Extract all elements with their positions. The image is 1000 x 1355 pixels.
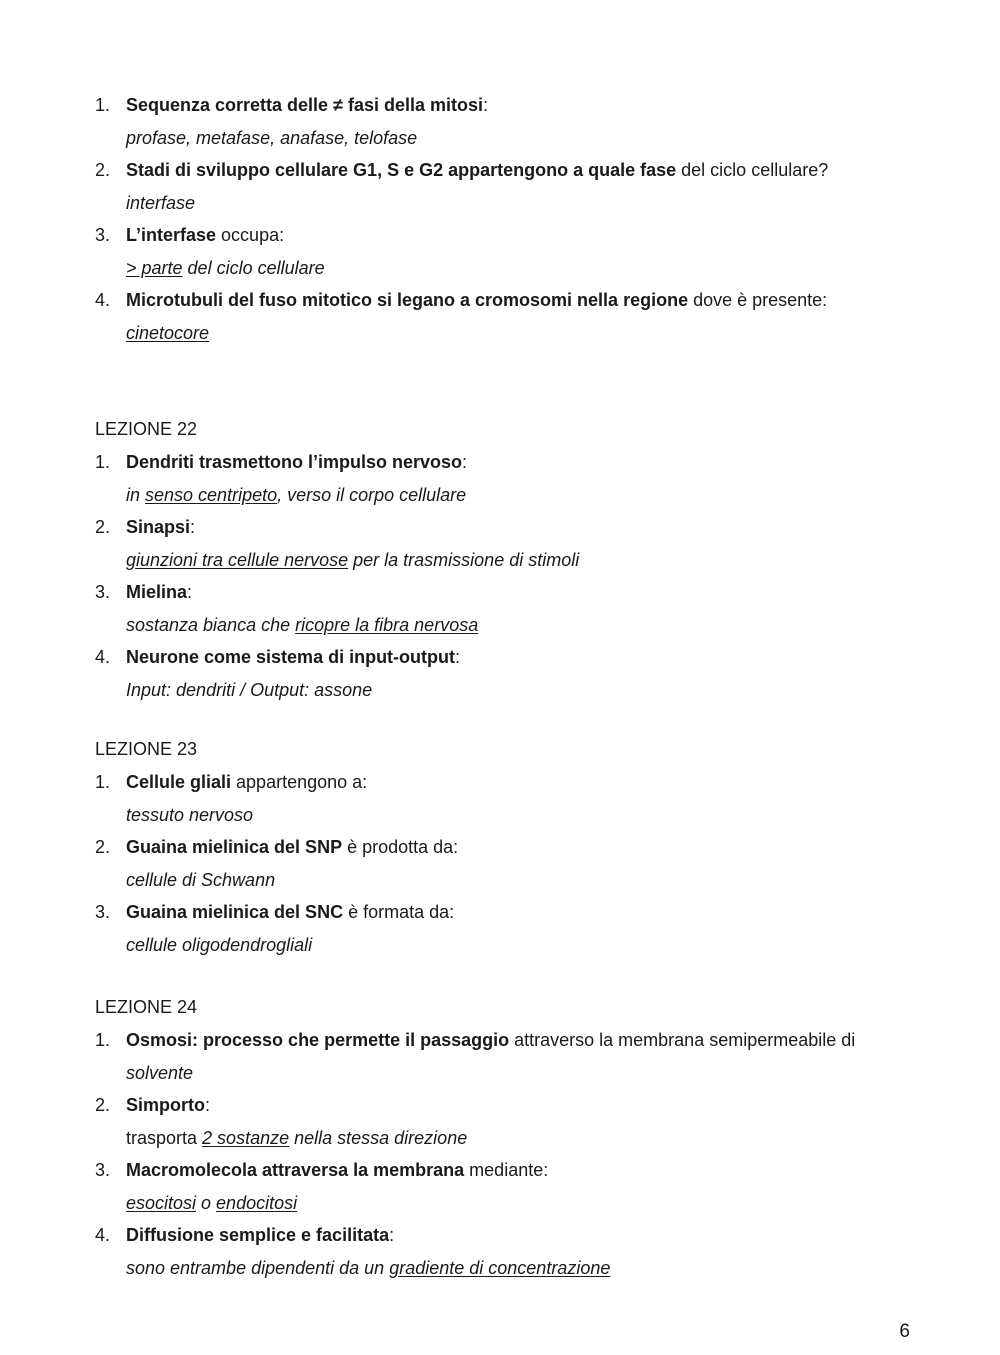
text-run: dove è presente:: [688, 290, 828, 310]
text-run: per la trasmissione di stimoli: [348, 549, 580, 570]
text-run: profase, metafase, anafase, telofase: [126, 127, 418, 148]
list-item: [95, 284, 915, 349]
text-run: solvente: [126, 1062, 194, 1083]
item-list: [95, 89, 915, 349]
text-run: :: [483, 95, 489, 115]
list-item: [95, 1154, 915, 1219]
question: [95, 154, 915, 187]
underlined-text: cinetocore: [126, 322, 210, 343]
bold-text: Stadi di sviluppo cellulare G1, S e G2 appartengono a quale fase: [126, 160, 677, 180]
text-run: o: [196, 1192, 217, 1213]
bold-text: Simporto: [126, 1095, 205, 1115]
text-run: attraverso la membrana semipermeabile di: [509, 1030, 856, 1050]
text-run: è prodotta da:: [342, 837, 459, 857]
question: [95, 896, 915, 929]
text-run: :: [190, 517, 196, 537]
list-item: [95, 576, 915, 641]
answer: [95, 674, 915, 707]
text-run: trasporta: [126, 1127, 203, 1148]
item-number: 3.: [95, 225, 111, 245]
question: [95, 1024, 915, 1057]
bold-text: Sinapsi: [126, 517, 191, 537]
underlined-text: endocitosi: [216, 1192, 298, 1213]
underlined-text: > parte: [126, 257, 183, 278]
answer: [95, 864, 915, 897]
text-run: cellule oligodendrogliali: [126, 934, 313, 955]
list-item: [95, 446, 915, 511]
bold-text: Dendriti trasmettono l’impulso nervoso: [126, 452, 463, 472]
bold-text: Diffusione semplice e facilitata: [126, 1225, 390, 1245]
question: [95, 1154, 915, 1187]
question: [95, 89, 915, 122]
section-intro: [95, 89, 915, 349]
text-run: sostanza bianca che: [126, 614, 296, 635]
text-run: è formata da:: [343, 902, 455, 922]
underlined-text: gradiente di concentrazione: [389, 1257, 611, 1278]
item-number: 2.: [95, 1095, 111, 1115]
underlined-text: 2 sostanze: [202, 1127, 290, 1148]
text-run: nella stessa direzione: [289, 1127, 468, 1148]
question: [95, 511, 915, 544]
answer: [95, 317, 915, 350]
item-number: 1.: [95, 1030, 111, 1050]
list-item: [95, 219, 915, 284]
list-item: [95, 511, 915, 576]
text-run: appartengono a:: [231, 772, 368, 792]
item-number: 1.: [95, 95, 111, 115]
item-number: 4.: [95, 290, 111, 310]
answer: [95, 1122, 915, 1155]
question: [95, 576, 915, 609]
question: [95, 219, 915, 252]
section-heading: LEZIONE 22: [95, 419, 198, 439]
bold-text: Macromolecola attraversa la membrana: [126, 1160, 465, 1180]
text-run: interfase: [126, 192, 196, 213]
text-run: :: [389, 1225, 395, 1245]
bold-text: Sequenza corretta delle ≠ fasi della mitosi: [126, 95, 483, 115]
answer: [95, 799, 915, 832]
answer: [95, 544, 915, 577]
item-number: 3.: [95, 1160, 111, 1180]
answer: [95, 609, 915, 642]
text-run: cellule di Schwann: [126, 869, 276, 890]
section-lezione-23: [95, 733, 915, 961]
answer: [95, 187, 915, 220]
text-run: occupa:: [216, 225, 285, 245]
item-list: [95, 1024, 915, 1284]
question: [95, 831, 915, 864]
bold-text: Microtubuli del fuso mitotico si legano a cromosomi nella regione: [126, 290, 689, 310]
answer: [95, 1057, 915, 1090]
list-item: [95, 766, 915, 831]
bold-text: Mielina: [126, 582, 188, 602]
bold-text: Neurone come sistema di input-output: [126, 647, 456, 667]
list-item: [95, 89, 915, 154]
text-run: :: [205, 1095, 211, 1115]
answer: [95, 479, 915, 512]
bold-text: Guaina mielinica del SNC: [126, 902, 344, 922]
item-list: [95, 766, 915, 961]
bold-text: Osmosi: processo che permette il passaggio: [126, 1030, 510, 1050]
list-item: [95, 154, 915, 219]
underlined-text: senso centripeto: [145, 484, 278, 505]
text-run: tessuto nervoso: [126, 804, 254, 825]
underlined-text: giunzioni tra cellule nervose: [126, 549, 349, 570]
underlined-text: esocitosi: [126, 1192, 197, 1213]
item-number: 3.: [95, 902, 111, 922]
answer: [95, 1187, 915, 1220]
bold-text: Cellule gliali: [126, 772, 232, 792]
item-number: 2.: [95, 160, 111, 180]
list-item: [95, 896, 915, 961]
item-number: 1.: [95, 772, 111, 792]
bold-text: L’interfase: [126, 225, 217, 245]
section-lezione-22: [95, 413, 915, 706]
question: [95, 284, 915, 317]
question: [95, 641, 915, 674]
answer: [95, 929, 915, 962]
question: [95, 446, 915, 479]
answer: [95, 1252, 915, 1285]
question: [95, 766, 915, 799]
bold-text: Guaina mielinica del SNP: [126, 837, 343, 857]
section-heading: LEZIONE 23: [95, 739, 198, 759]
text-run: , verso il corpo cellulare: [277, 484, 467, 505]
underlined-text: ricopre la fibra nervosa: [295, 614, 479, 635]
item-number: 3.: [95, 582, 111, 602]
text-run: in: [126, 484, 146, 505]
text-run: mediante:: [464, 1160, 549, 1180]
text-run: del ciclo cellulare: [182, 257, 325, 278]
text-run: :: [187, 582, 193, 602]
item-number: 2.: [95, 837, 111, 857]
item-list: [95, 446, 915, 706]
item-number: 4.: [95, 647, 111, 667]
section-heading: LEZIONE 24: [95, 997, 198, 1017]
text-run: :: [462, 452, 468, 472]
answer: [95, 252, 915, 285]
item-number: 4.: [95, 1225, 111, 1245]
list-item: [95, 641, 915, 706]
text-run: sono entrambe dipendenti da un: [126, 1257, 390, 1278]
section-lezione-24: [95, 991, 915, 1284]
text-run: :: [455, 647, 461, 667]
item-number: 2.: [95, 517, 111, 537]
question: [95, 1089, 915, 1122]
list-item: [95, 1024, 915, 1089]
item-number: 1.: [95, 452, 111, 472]
text-run: del ciclo cellulare?: [676, 160, 829, 180]
question: [95, 1219, 915, 1252]
answer: [95, 122, 915, 155]
list-item: [95, 1089, 915, 1154]
page-number: 6: [899, 1321, 910, 1342]
list-item: [95, 1219, 915, 1284]
list-item: [95, 831, 915, 896]
text-run: Input: dendriti / Output: assone: [126, 679, 373, 700]
